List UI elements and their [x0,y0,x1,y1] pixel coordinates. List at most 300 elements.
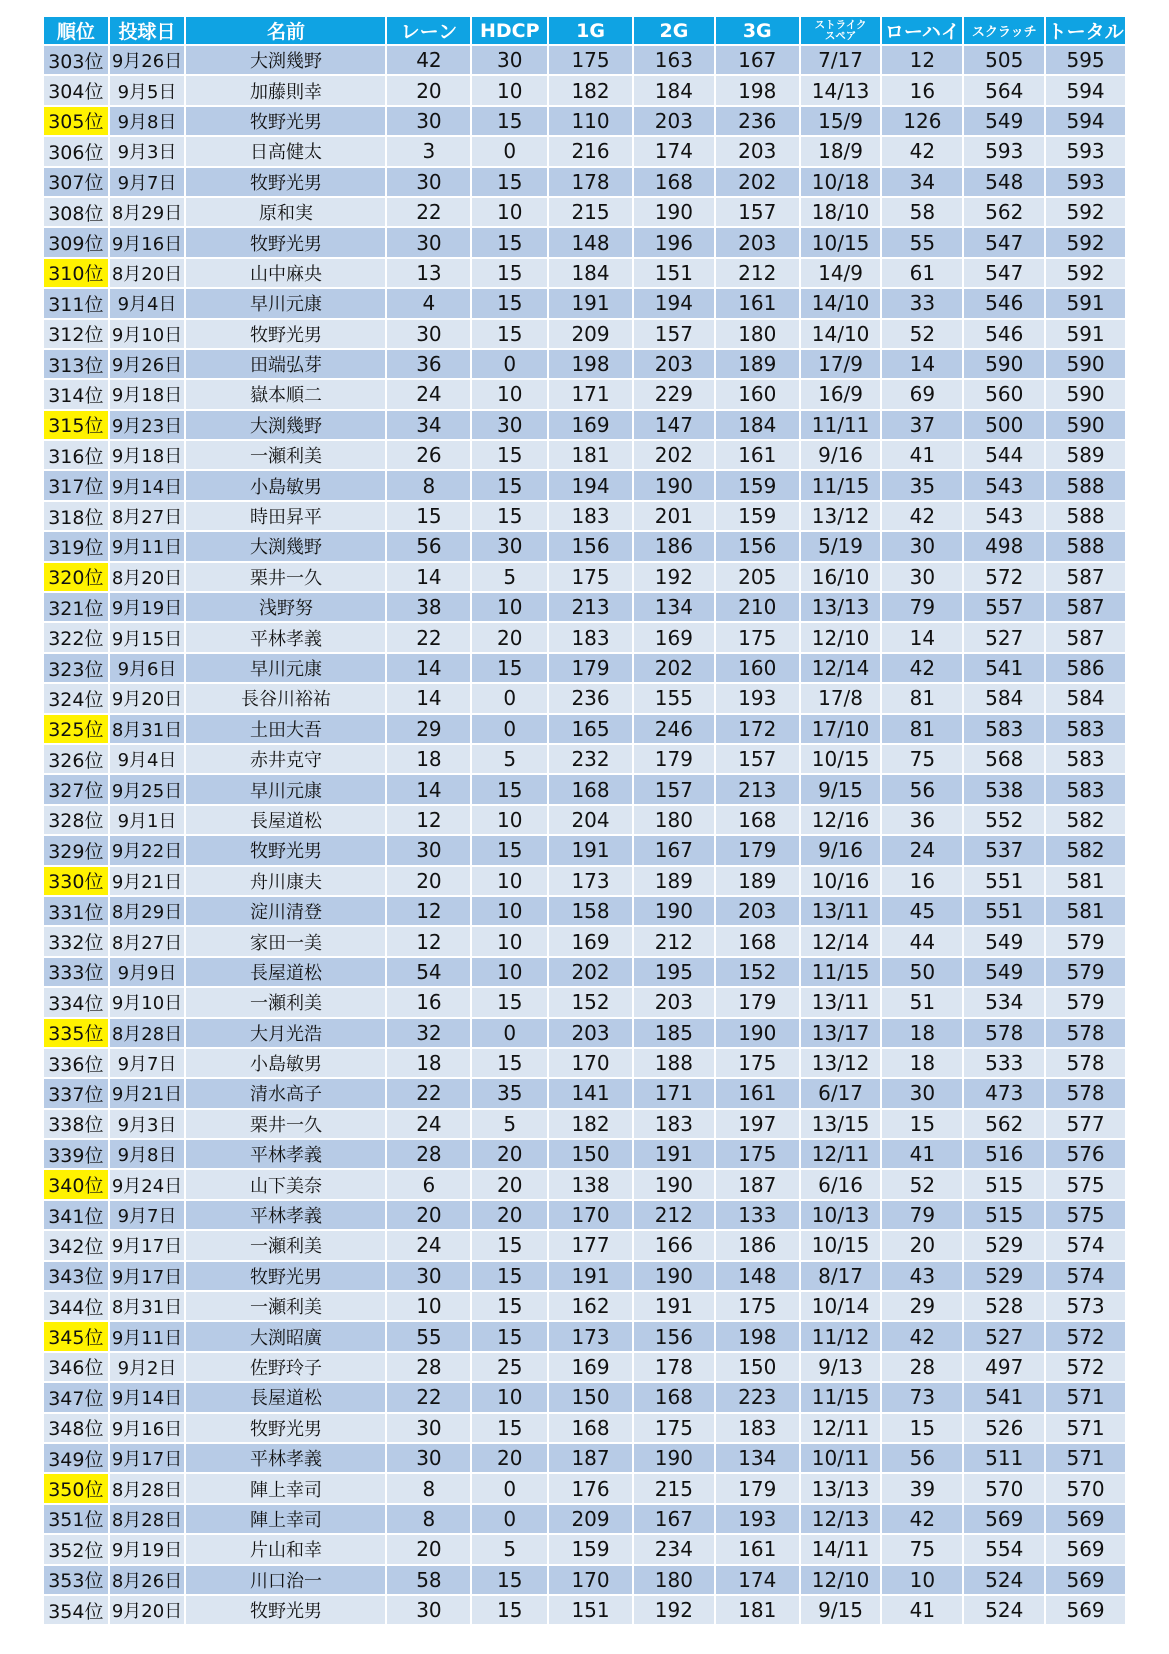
game2-cell: 184 [634,76,714,104]
game2-cell: 167 [634,1505,714,1533]
game3-cell: 193 [716,1505,799,1533]
name-cell: 牧野光男 [186,228,385,256]
rank-cell: 326位 [44,745,108,773]
total-cell: 569 [1046,1566,1125,1594]
game3-cell: 203 [716,228,799,256]
lane-cell: 8 [387,471,470,499]
total-cell: 592 [1046,259,1125,287]
lane-cell: 20 [387,1535,470,1563]
name-cell: 浅野努 [186,593,385,621]
name-cell: 大渕幾野 [186,46,385,74]
name-cell: 時田昇平 [186,502,385,530]
strike-spare-cell: 10/18 [801,168,881,196]
lane-cell: 22 [387,623,470,651]
scratch-cell: 538 [964,775,1044,803]
scratch-cell: 543 [964,502,1044,530]
hdcp-cell: 10 [472,1383,547,1411]
table-row [44,623,1125,651]
scratch-cell: 557 [964,593,1044,621]
game1-cell: 187 [549,1444,632,1472]
hdcp-cell: 15 [472,775,547,803]
lowhigh-cell: 18 [882,1049,962,1077]
strike-spare-cell: 13/15 [801,1110,881,1138]
game2-cell: 191 [634,1140,714,1168]
rank-cell: 329位 [44,836,108,864]
lowhigh-cell: 42 [882,1322,962,1350]
hdcp-cell: 15 [472,1292,547,1320]
game3-cell: 157 [716,198,799,226]
name-cell: 栗井一久 [186,1110,385,1138]
scratch-cell: 541 [964,654,1044,682]
table-row [44,1383,1125,1411]
name-cell: 舟川康夫 [186,867,385,895]
date-cell: 9月14日 [110,471,185,499]
total-cell: 593 [1046,137,1125,165]
lowhigh-cell: 75 [882,1535,962,1563]
scratch-cell: 551 [964,897,1044,925]
name-cell: 平林孝義 [186,1444,385,1472]
game3-cell: 187 [716,1170,799,1198]
date-cell: 8月27日 [110,927,185,955]
strike-spare-cell: 5/19 [801,532,881,560]
total-cell: 578 [1046,1049,1125,1077]
lane-cell: 28 [387,1353,470,1381]
strike-spare-cell: 12/10 [801,623,881,651]
strike-spare-cell: 10/14 [801,1292,881,1320]
table-row [44,1414,1125,1442]
game1-cell: 156 [549,532,632,560]
scratch-cell: 541 [964,1383,1044,1411]
game2-cell: 190 [634,897,714,925]
lane-cell: 26 [387,441,470,469]
table-row [44,1231,1125,1259]
table-row [44,1444,1125,1472]
lowhigh-cell: 42 [882,1505,962,1533]
table-row [44,1079,1125,1107]
hdcp-cell: 0 [472,137,547,165]
game1-cell: 169 [549,1353,632,1381]
hdcp-cell: 10 [472,380,547,408]
scratch-cell: 549 [964,958,1044,986]
scratch-cell: 570 [964,1474,1044,1502]
name-cell: 牧野光男 [186,836,385,864]
game2-cell: 202 [634,441,714,469]
rank-cell: 319位 [44,532,108,560]
date-cell: 9月15日 [110,623,185,651]
game2-cell: 212 [634,927,714,955]
game1-cell: 177 [549,1231,632,1259]
total-cell: 569 [1046,1535,1125,1563]
hdcp-cell: 15 [472,228,547,256]
name-cell: 小島敏男 [186,471,385,499]
lowhigh-cell: 33 [882,289,962,317]
header-strike-spare [801,17,881,44]
game1-cell: 194 [549,471,632,499]
hdcp-cell: 0 [472,1019,547,1047]
lane-cell: 14 [387,684,470,712]
total-cell: 584 [1046,684,1125,712]
game3-cell: 161 [716,289,799,317]
name-cell: 大渕昭廣 [186,1322,385,1350]
game3-cell: 189 [716,867,799,895]
date-cell: 8月20日 [110,259,185,287]
hdcp-cell: 20 [472,623,547,651]
game2-cell: 186 [634,532,714,560]
hdcp-cell: 15 [472,259,547,287]
hdcp-cell: 10 [472,806,547,834]
rank-cell: 353位 [44,1566,108,1594]
lane-cell: 32 [387,1019,470,1047]
name-cell: 淀川清登 [186,897,385,925]
lowhigh-cell: 58 [882,198,962,226]
game3-cell: 167 [716,46,799,74]
game3-cell: 159 [716,471,799,499]
game1-cell: 162 [549,1292,632,1320]
rank-cell: 316位 [44,441,108,469]
table-row [44,1596,1125,1624]
game1-cell: 151 [549,1596,632,1624]
lane-cell: 20 [387,1201,470,1229]
game2-cell: 174 [634,137,714,165]
game2-cell: 180 [634,806,714,834]
date-cell: 9月20日 [110,684,185,712]
game1-cell: 148 [549,228,632,256]
hdcp-cell: 0 [472,1474,547,1502]
total-cell: 594 [1046,107,1125,135]
game3-cell: 236 [716,107,799,135]
total-cell: 569 [1046,1505,1125,1533]
lane-cell: 54 [387,958,470,986]
game2-cell: 192 [634,563,714,591]
rank-cell: 339位 [44,1140,108,1168]
game1-cell: 150 [549,1383,632,1411]
rank-cell: 303位 [44,46,108,74]
date-cell: 8月27日 [110,502,185,530]
game3-cell: 157 [716,745,799,773]
strike-spare-cell: 14/9 [801,259,881,287]
scratch-cell: 529 [964,1231,1044,1259]
game2-cell: 190 [634,1444,714,1472]
table-row [44,867,1125,895]
strike-spare-cell: 10/15 [801,745,881,773]
game1-cell: 168 [549,1414,632,1442]
scratch-cell: 497 [964,1353,1044,1381]
lane-cell: 24 [387,1231,470,1259]
game3-cell: 159 [716,502,799,530]
header-lowhigh: ローハイ [882,17,962,44]
lane-cell: 24 [387,1110,470,1138]
game2-cell: 188 [634,1049,714,1077]
header-hdcp: HDCP [472,17,547,44]
game3-cell: 172 [716,715,799,743]
table-row [44,654,1125,682]
game3-cell: 189 [716,350,799,378]
game1-cell: 152 [549,988,632,1016]
game2-cell: 167 [634,836,714,864]
game2-cell: 134 [634,593,714,621]
date-cell: 9月24日 [110,1170,185,1198]
lane-cell: 14 [387,563,470,591]
lane-cell: 58 [387,1566,470,1594]
total-cell: 575 [1046,1201,1125,1229]
scratch-cell: 548 [964,168,1044,196]
name-cell: 一瀬利美 [186,1292,385,1320]
scratch-cell: 526 [964,1414,1044,1442]
scratch-cell: 524 [964,1596,1044,1624]
name-cell: 長屋道松 [186,806,385,834]
name-cell: 牧野光男 [186,1262,385,1290]
game2-cell: 190 [634,471,714,499]
strike-spare-cell: 10/11 [801,1444,881,1472]
game2-cell: 168 [634,1383,714,1411]
scratch-cell: 527 [964,1322,1044,1350]
game3-cell: 174 [716,1566,799,1594]
strike-spare-cell: 10/15 [801,1231,881,1259]
date-cell: 8月26日 [110,1566,185,1594]
game1-cell: 165 [549,715,632,743]
game1-cell: 110 [549,107,632,135]
table-row [44,380,1125,408]
name-cell: 家田一美 [186,927,385,955]
scratch-cell: 549 [964,107,1044,135]
lane-cell: 29 [387,715,470,743]
rank-cell: 312位 [44,320,108,348]
scratch-cell: 549 [964,927,1044,955]
scratch-cell: 583 [964,715,1044,743]
scratch-cell: 584 [964,684,1044,712]
lowhigh-cell: 52 [882,320,962,348]
lowhigh-cell: 51 [882,988,962,1016]
total-cell: 588 [1046,532,1125,560]
game1-cell: 191 [549,836,632,864]
lowhigh-cell: 75 [882,745,962,773]
name-cell: 嶽本順二 [186,380,385,408]
game1-cell: 179 [549,654,632,682]
rank-cell: 343位 [44,1262,108,1290]
total-cell: 592 [1046,198,1125,226]
lowhigh-cell: 44 [882,927,962,955]
total-cell: 578 [1046,1079,1125,1107]
table-row [44,137,1125,165]
lowhigh-cell: 18 [882,1019,962,1047]
total-cell: 590 [1046,411,1125,439]
strike-spare-cell: 13/13 [801,593,881,621]
game3-cell: 161 [716,1535,799,1563]
scratch-cell: 547 [964,228,1044,256]
game1-cell: 170 [549,1049,632,1077]
game2-cell: 163 [634,46,714,74]
total-cell: 572 [1046,1353,1125,1381]
table-row [44,715,1125,743]
game2-cell: 179 [634,745,714,773]
game3-cell: 198 [716,76,799,104]
game1-cell: 204 [549,806,632,834]
hdcp-cell: 10 [472,897,547,925]
lowhigh-cell: 45 [882,897,962,925]
game2-cell: 203 [634,988,714,1016]
game1-cell: 232 [549,745,632,773]
total-cell: 576 [1046,1140,1125,1168]
lowhigh-cell: 50 [882,958,962,986]
game3-cell: 152 [716,958,799,986]
date-cell: 9月26日 [110,46,185,74]
lane-cell: 22 [387,198,470,226]
game3-cell: 202 [716,168,799,196]
game1-cell: 178 [549,168,632,196]
lowhigh-cell: 34 [882,168,962,196]
table-row [44,1201,1125,1229]
strike-spare-cell: 13/11 [801,988,881,1016]
game2-cell: 155 [634,684,714,712]
strike-spare-cell: 10/16 [801,867,881,895]
total-cell: 588 [1046,502,1125,530]
rank-cell: 305位 [44,107,108,135]
lowhigh-cell: 30 [882,563,962,591]
rank-cell: 337位 [44,1079,108,1107]
scratch-cell: 516 [964,1140,1044,1168]
lowhigh-cell: 56 [882,1444,962,1472]
total-cell: 571 [1046,1383,1125,1411]
game3-cell: 181 [716,1596,799,1624]
rank-cell: 336位 [44,1049,108,1077]
game3-cell: 161 [716,1079,799,1107]
total-cell: 575 [1046,1170,1125,1198]
strike-spare-cell: 14/11 [801,1535,881,1563]
strike-spare-cell: 11/15 [801,1383,881,1411]
lane-cell: 14 [387,654,470,682]
game2-cell: 194 [634,289,714,317]
date-cell: 9月19日 [110,593,185,621]
date-cell: 9月21日 [110,867,185,895]
scratch-cell: 534 [964,988,1044,1016]
total-cell: 579 [1046,958,1125,986]
lane-cell: 4 [387,289,470,317]
name-cell: 大渕幾野 [186,411,385,439]
strike-spare-cell: 13/12 [801,502,881,530]
table-row [44,46,1125,74]
total-cell: 587 [1046,623,1125,651]
rank-cell: 349位 [44,1444,108,1472]
date-cell: 8月28日 [110,1474,185,1502]
lane-cell: 15 [387,502,470,530]
lowhigh-cell: 56 [882,775,962,803]
lowhigh-cell: 79 [882,1201,962,1229]
game1-cell: 203 [549,1019,632,1047]
lane-cell: 42 [387,46,470,74]
date-cell: 9月25日 [110,775,185,803]
hdcp-cell: 5 [472,563,547,591]
strike-spare-cell: 12/14 [801,927,881,955]
table-row [44,988,1125,1016]
name-cell: 小島敏男 [186,1049,385,1077]
total-cell: 581 [1046,897,1125,925]
table-row [44,958,1125,986]
game1-cell: 176 [549,1474,632,1502]
scratch-cell: 524 [964,1566,1044,1594]
table-row [44,320,1125,348]
total-cell: 583 [1046,715,1125,743]
lane-cell: 30 [387,320,470,348]
date-cell: 8月31日 [110,1292,185,1320]
game3-cell: 197 [716,1110,799,1138]
game3-cell: 179 [716,836,799,864]
header-name: 名前 [186,17,385,44]
hdcp-cell: 5 [472,1535,547,1563]
name-cell: 佐野玲子 [186,1353,385,1381]
total-cell: 590 [1046,380,1125,408]
game2-cell: 157 [634,775,714,803]
strike-spare-cell: 9/16 [801,836,881,864]
total-cell: 579 [1046,927,1125,955]
scratch-cell: 572 [964,563,1044,591]
lowhigh-cell: 41 [882,441,962,469]
header-row [44,17,1125,44]
game2-cell: 178 [634,1353,714,1381]
hdcp-cell: 30 [472,46,547,74]
hdcp-cell: 20 [472,1201,547,1229]
lowhigh-cell: 15 [882,1414,962,1442]
lowhigh-cell: 61 [882,259,962,287]
rank-cell: 350位 [44,1474,108,1502]
game2-cell: 201 [634,502,714,530]
game2-cell: 202 [634,654,714,682]
game1-cell: 181 [549,441,632,469]
hdcp-cell: 15 [472,1414,547,1442]
table-row [44,502,1125,530]
scratch-cell: 544 [964,441,1044,469]
total-cell: 592 [1046,228,1125,256]
lane-cell: 18 [387,1049,470,1077]
rank-cell: 342位 [44,1231,108,1259]
scratch-cell: 546 [964,289,1044,317]
name-cell: 日高健太 [186,137,385,165]
hdcp-cell: 15 [472,471,547,499]
name-cell: 長屋道松 [186,1383,385,1411]
game1-cell: 182 [549,1110,632,1138]
hdcp-cell: 15 [472,654,547,682]
header-date: 投球日 [110,17,185,44]
lane-cell: 8 [387,1474,470,1502]
lowhigh-cell: 41 [882,1596,962,1624]
date-cell: 9月18日 [110,441,185,469]
name-cell: 陣上幸司 [186,1474,385,1502]
total-cell: 572 [1046,1322,1125,1350]
rank-cell: 330位 [44,867,108,895]
total-cell: 590 [1046,350,1125,378]
name-cell: 牧野光男 [186,168,385,196]
total-cell: 581 [1046,867,1125,895]
hdcp-cell: 5 [472,1110,547,1138]
name-cell: 大月光浩 [186,1019,385,1047]
rank-cell: 325位 [44,715,108,743]
lowhigh-cell: 15 [882,1110,962,1138]
game1-cell: 216 [549,137,632,165]
game3-cell: 183 [716,1414,799,1442]
date-cell: 9月21日 [110,1079,185,1107]
table-row [44,1566,1125,1594]
strike-spare-cell: 12/10 [801,1566,881,1594]
game3-cell: 205 [716,563,799,591]
rank-cell: 310位 [44,259,108,287]
date-cell: 9月10日 [110,988,185,1016]
lane-cell: 10 [387,1292,470,1320]
game2-cell: 196 [634,228,714,256]
lane-cell: 12 [387,927,470,955]
scratch-cell: 529 [964,1262,1044,1290]
game3-cell: 168 [716,806,799,834]
game3-cell: 134 [716,1444,799,1472]
lowhigh-cell: 39 [882,1474,962,1502]
